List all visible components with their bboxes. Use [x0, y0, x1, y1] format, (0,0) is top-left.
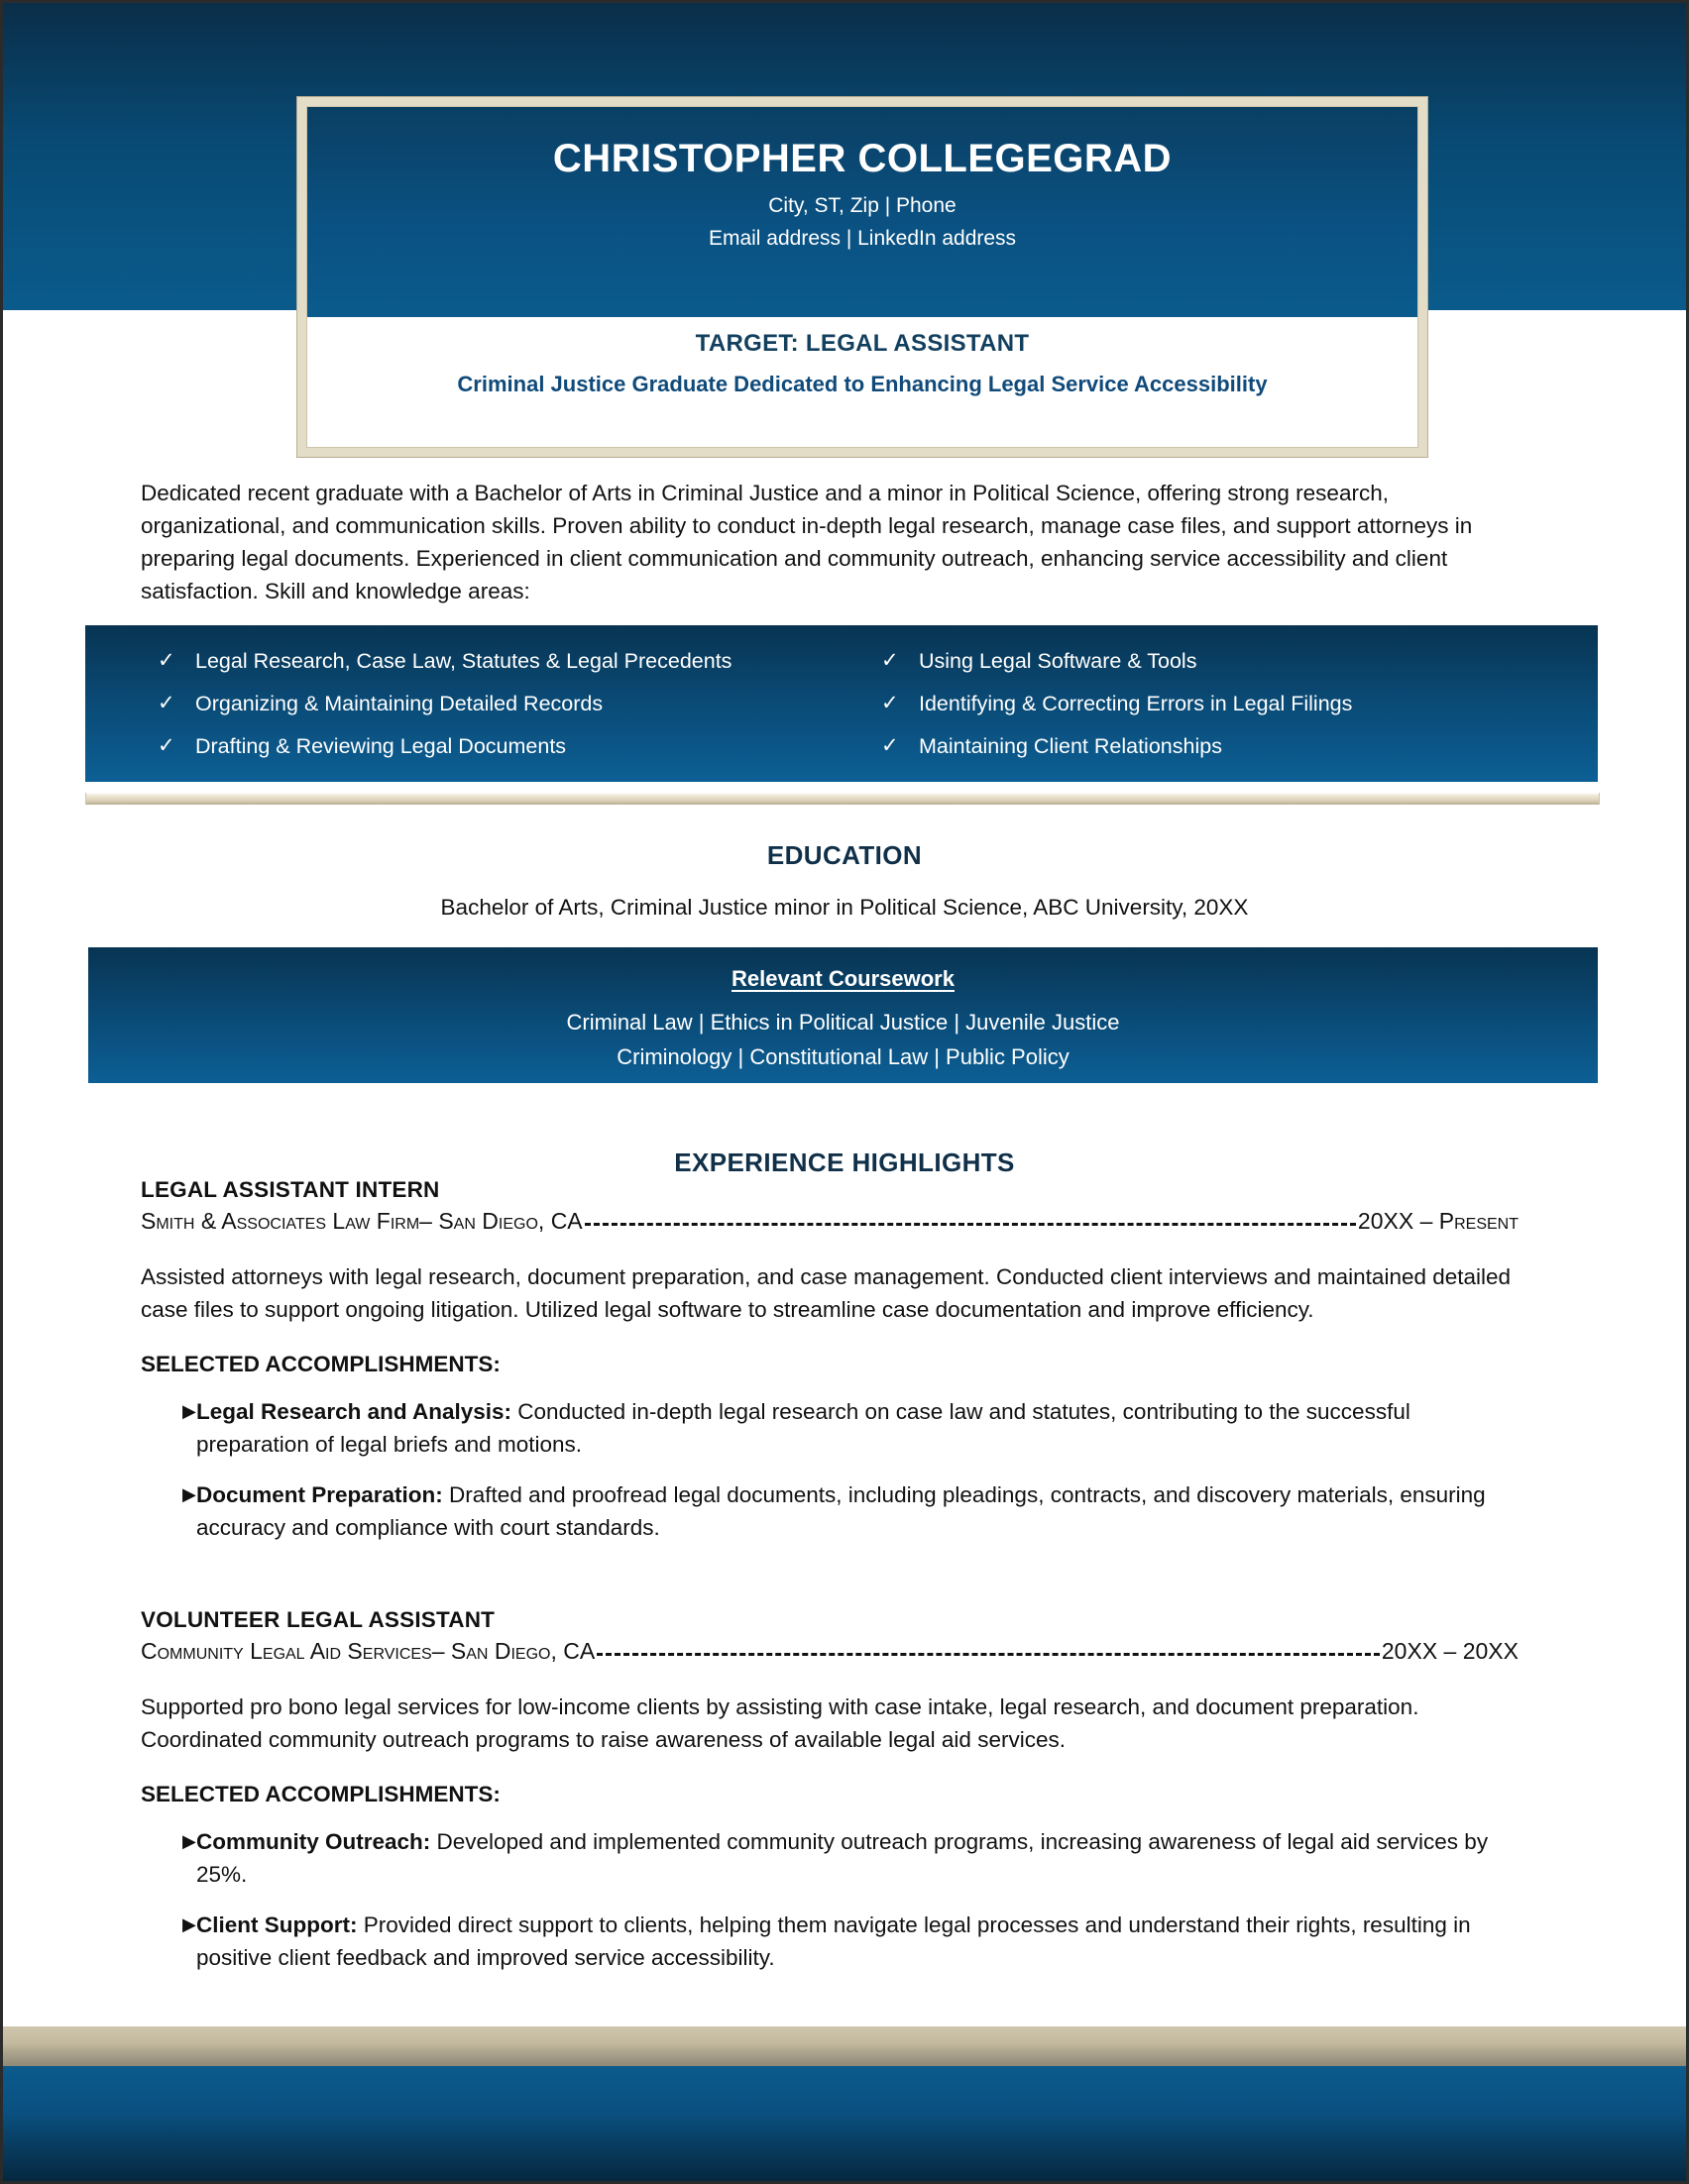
accomplishments-list: [141, 1395, 1519, 1544]
triangle-bullet-icon: ▶: [182, 1401, 196, 1421]
job-meta: [141, 1208, 1519, 1235]
education-degree: Bachelor of Arts, Criminal Justice minor in Political Science, ABC University, 20XX: [440, 895, 1249, 920]
professional-summary: Dedicated recent graduate with a Bachelor of Arts in Criminal Justice and a minor in Political Science, offering strong research, organizational, and communication skills. Proven ability to conduct in-depth legal research, manage case files, and support attorneys in preparing legal documents. Experienced in client communication and community outreach, enhancing service accessibility and client satisfaction. Skill and knowledge areas:: [141, 481, 1473, 603]
accomplishment-body: Provided direct support to clients, helping them navigate legal processes and understand their rights, resulting in positive client feedback and improved service accessibility.: [196, 1912, 1471, 1970]
job-description: Assisted attorneys with legal research, document preparation, and case management. Conducted client interviews and maintained detailed case files to support ongoing litigation. Utilized legal software to streamline case documentation and improve efficiency.: [141, 1264, 1512, 1322]
accomplishment-text: [196, 1825, 1519, 1891]
experience-entry: [141, 1607, 1519, 1974]
accomplishment-item: [141, 1825, 1519, 1891]
accomplishment-lead: Community Outreach:: [196, 1829, 431, 1854]
accomplishment-lead: Legal Research and Analysis:: [196, 1399, 512, 1424]
skill-item: [881, 732, 1598, 760]
section-divider: [85, 793, 1600, 805]
footer-blue-band: [3, 2066, 1686, 2181]
triangle-bullet-icon: ▶: [182, 1484, 196, 1504]
header-frame-inner: [306, 106, 1418, 448]
coursework-line-2: Criminology | Constitutional Law | Public Policy: [617, 1044, 1070, 1069]
accomplishment-item: [141, 1478, 1519, 1544]
accomplishment-lead: Document Preparation:: [196, 1482, 443, 1507]
check-icon: ✓: [881, 692, 899, 714]
check-icon: ✓: [158, 649, 175, 672]
experience-section-title: EXPERIENCE HIGHLIGHTS: [674, 1147, 1015, 1177]
coursework-title: Relevant Coursework: [732, 966, 955, 991]
skills-column-left: [85, 647, 842, 775]
skill-label: Organizing & Maintaining Detailed Records: [195, 692, 604, 715]
skills-band: [85, 625, 1598, 782]
skills-column-right: [842, 647, 1598, 775]
experience-entry: [141, 1177, 1519, 1544]
check-icon: ✓: [881, 649, 899, 672]
job-title: LEGAL ASSISTANT INTERN: [141, 1177, 440, 1202]
footer-beige-bar: [3, 2026, 1686, 2066]
coursework-band: [88, 947, 1598, 1083]
accomplishment-text: [196, 1909, 1519, 1974]
accomplishments-label: SELECTED ACCOMPLISHMENTS:: [141, 1782, 501, 1806]
check-icon: ✓: [158, 734, 175, 757]
skill-item: [158, 690, 842, 717]
skill-label: Using Legal Software & Tools: [919, 649, 1197, 673]
accomplishment-text: [196, 1395, 1519, 1461]
job-dates: 20XX – 20XX: [1381, 1638, 1519, 1664]
skill-label: Legal Research, Case Law, Statutes & Legal Precedents: [195, 649, 732, 673]
check-icon: ✓: [158, 692, 175, 714]
accomplishment-item: [141, 1395, 1519, 1461]
accomplishment-body: Drafted and proofread legal documents, including pleadings, contracts, and discovery materials, ensuring accuracy and compliance with court standards.: [196, 1482, 1486, 1540]
skill-item: [158, 647, 842, 675]
skill-item: [881, 690, 1598, 717]
coursework-row: [88, 1005, 1598, 1074]
skill-label: Identifying & Correcting Errors in Legal Filings: [919, 692, 1353, 715]
job-dates: 20XX – Present: [1357, 1208, 1519, 1234]
candidate-name: CHRISTOPHER COLLEGEGRAD: [552, 137, 1173, 180]
skill-label: Maintaining Client Relationships: [919, 734, 1222, 758]
skill-item: [158, 732, 842, 760]
accomplishment-text: [196, 1478, 1519, 1544]
check-icon: ✓: [881, 734, 899, 757]
header-frame: [297, 97, 1427, 457]
accomplishments-label: SELECTED ACCOMPLISHMENTS:: [141, 1352, 501, 1376]
target-block: [307, 330, 1417, 397]
skill-label: Drafting & Reviewing Legal Documents: [195, 734, 567, 758]
education-section-title: EDUCATION: [766, 840, 923, 870]
leader-line: [585, 1222, 1356, 1226]
target-tagline: Criminal Justice Graduate Dedicated to Enhancing Legal Service Accessibility: [457, 372, 1268, 396]
triangle-bullet-icon: ▶: [182, 1914, 196, 1934]
accomplishment-lead: Client Support:: [196, 1912, 358, 1937]
skills-grid: [85, 647, 1598, 775]
job-meta: [141, 1638, 1519, 1665]
job-description: Supported pro bono legal services for low-income clients by assisting with case intake, legal research, and document preparation. Coordinated community outreach programs to raise awareness of available legal aid services.: [141, 1694, 1419, 1752]
skill-item: [881, 647, 1598, 675]
target-title: TARGET: LEGAL ASSISTANT: [695, 330, 1030, 357]
job-employer: Community Legal Aid Services– San Diego, CA: [141, 1638, 596, 1664]
accomplishment-body: Developed and implemented community outreach programs, increasing awareness of legal aid services by 25%.: [196, 1829, 1489, 1887]
job-employer: Smith & Associates Law Firm– San Diego, CA: [141, 1208, 583, 1234]
leader-line: [597, 1652, 1380, 1656]
contact-line-1: City, ST, Zip | Phone: [768, 194, 957, 217]
accomplishment-body: Conducted in-depth legal research on case law and statutes, contributing to the successful preparation of legal briefs and motions.: [196, 1399, 1410, 1457]
triangle-bullet-icon: ▶: [182, 1831, 196, 1851]
job-title: VOLUNTEER LEGAL ASSISTANT: [141, 1607, 496, 1632]
accomplishment-item: [141, 1909, 1519, 1974]
coursework-line-1: Criminal Law | Ethics in Political Justice | Juvenile Justice: [566, 1010, 1120, 1035]
contact-line-2: Email address | LinkedIn address: [708, 227, 1017, 250]
accomplishments-list: [141, 1825, 1519, 1974]
